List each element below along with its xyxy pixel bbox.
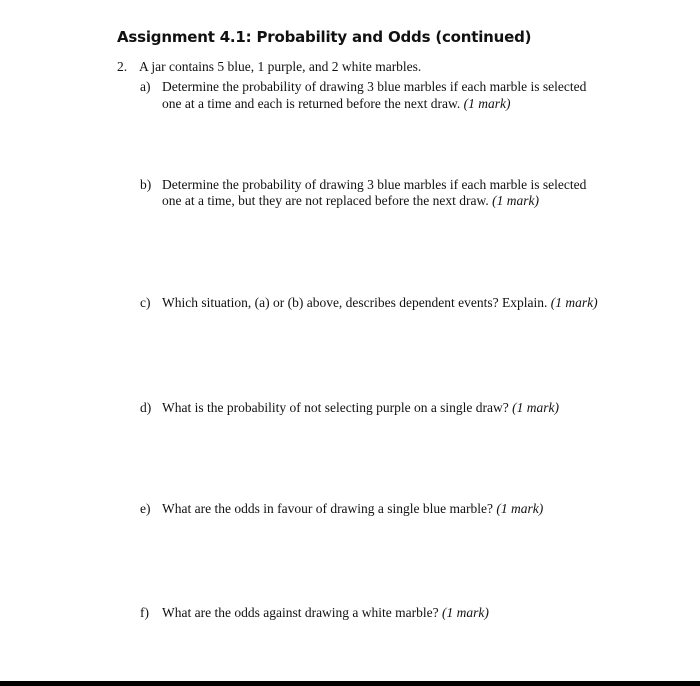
part-e-line1: What are the odds in favour of drawing a single blue marble? <box>162 501 494 516</box>
part-f-line1: What are the odds against drawing a white marble? <box>162 605 439 620</box>
part-b-continuation <box>162 192 539 209</box>
part-b-line2: one at a time, but they are not replaced before the next draw. <box>162 193 489 208</box>
part-d-line1: What is the probability of not selecting purple on a single draw? <box>162 400 509 415</box>
part-a-line1: Determine the probability of drawing 3 blue marbles if each marble is selected <box>162 79 587 94</box>
part-c-label: c) <box>140 295 151 310</box>
part-c-line1: Which situation, (a) or (b) above, describes dependent events? Explain. <box>162 295 548 310</box>
part-a-label: a) <box>140 79 151 94</box>
part-c-mark: (1 mark) <box>550 295 598 310</box>
part-a-line2: one at a time and each is returned before the next draw. <box>162 96 461 111</box>
question-number: 2. <box>117 59 128 74</box>
part-b-line1: Determine the probability of drawing 3 blue marbles if each marble is selected <box>162 177 587 192</box>
part-f-mark: (1 mark) <box>442 605 489 620</box>
part-d-label: d) <box>140 400 152 415</box>
part-b-label: b) <box>140 177 152 192</box>
part-f-label: f) <box>140 605 149 620</box>
question-stem-text: A jar contains 5 blue, 1 purple, and 2 white marbles. <box>139 59 422 74</box>
part-a-continuation <box>162 95 511 112</box>
part-d-mark: (1 mark) <box>512 400 560 415</box>
part-a-mark: (1 mark) <box>463 96 511 111</box>
part-e-label: e) <box>140 501 151 516</box>
part-e-mark: (1 mark) <box>496 501 544 516</box>
page-title: Assignment 4.1: Probability and Odds (continued) <box>117 28 532 46</box>
part-b-mark: (1 mark) <box>492 193 539 208</box>
